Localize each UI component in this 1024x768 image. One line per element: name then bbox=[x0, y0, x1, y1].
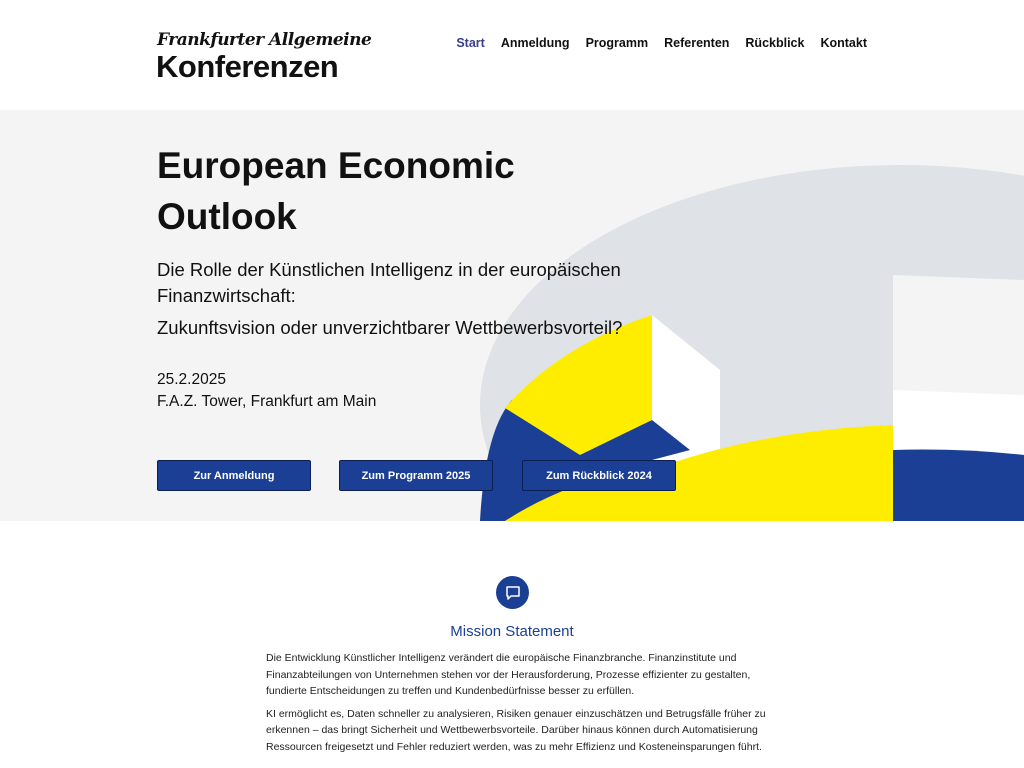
main-nav bbox=[456, 36, 867, 50]
hero-subtitle: Die Rolle der Künstlichen Intelligenz in der europäischen Finanzwirtschaft: bbox=[157, 259, 621, 306]
hero-subtitle-2: Zukunftsvision oder unverzichtbarer Wettbewerbsvorteil? bbox=[157, 317, 623, 338]
nav-rueckblick[interactable]: Rückblick bbox=[745, 36, 805, 50]
event-location: F.A.Z. Tower, Frankfurt am Main bbox=[157, 393, 377, 410]
mission-paragraph: KI ermöglicht es, Daten schneller zu analysieren, Risiken genauer einzuschätzen und Betrugsfälle früher zu erkennen – das bringt Sicherheit und Wettbewerbsvorteile. Darüber hinaus können durch Automatisierung Ressourcen freigesetzt und Fehler reduziert werden, was zu mehr Effizienz und Kosteneinsparungen führt. bbox=[266, 707, 766, 753]
program-button[interactable]: Zum Programm 2025 bbox=[339, 460, 493, 491]
hero bbox=[0, 110, 1024, 521]
event-info bbox=[157, 369, 376, 413]
nav-kontakt[interactable]: Kontakt bbox=[820, 36, 867, 50]
hero-title: European Economic Outlook bbox=[157, 145, 515, 237]
logo-line1: Frankfurter Allgemeine bbox=[157, 30, 372, 50]
mission-text bbox=[266, 650, 766, 761]
chat-bubble-icon bbox=[496, 576, 529, 609]
register-button[interactable]: Zur Anmeldung bbox=[157, 460, 311, 491]
logo-line2: Konferenzen bbox=[156, 49, 339, 84]
mission-paragraph: Die Entwicklung Künstlicher Intelligenz verändert die europäische Finanzbranche. Finanzinstitute und Finanzabteilungen von Unternehmen stehen vor der Herausforderung, Prozesse effizienter zu gestalten, fundierte Entscheidungen zu treffen und Kundenbedürfnisse besser zu erfüllen. bbox=[266, 652, 751, 697]
nav-referenten[interactable]: Referenten bbox=[664, 36, 730, 50]
nav-anmeldung[interactable]: Anmeldung bbox=[500, 36, 570, 50]
event-date: 25.2.2025 bbox=[157, 371, 226, 388]
mission-section bbox=[0, 521, 1024, 768]
review-button[interactable]: Zum Rückblick 2024 bbox=[522, 460, 676, 491]
nav-start[interactable]: Start bbox=[456, 36, 485, 50]
nav-programm[interactable]: Programm bbox=[585, 36, 649, 50]
mission-title: Mission Statement bbox=[450, 623, 574, 640]
site-header bbox=[0, 0, 1024, 110]
